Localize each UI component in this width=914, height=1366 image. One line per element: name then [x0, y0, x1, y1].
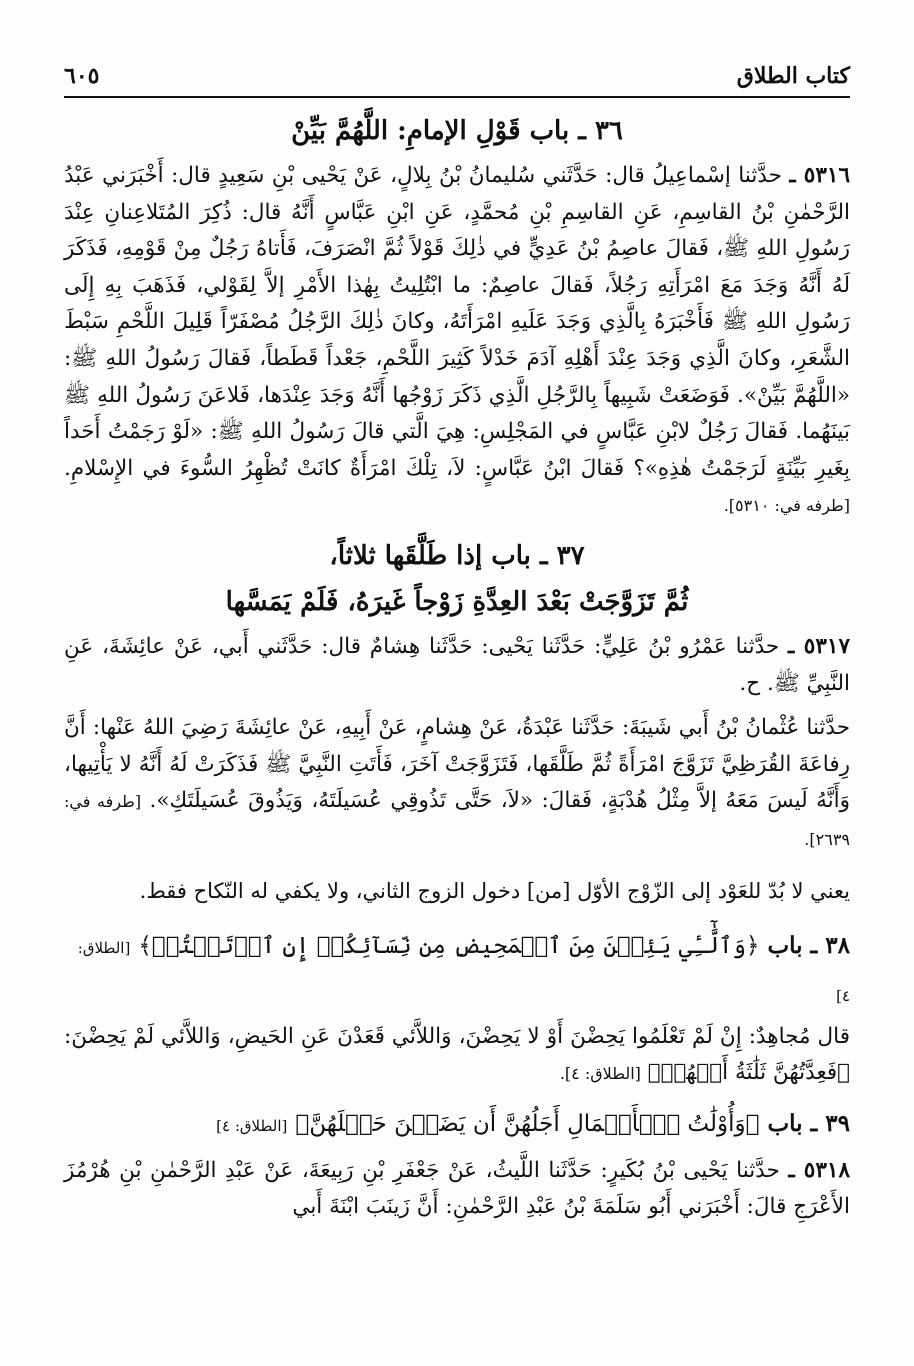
quran-verse-inline: ﴿فَعِدَّتُهُنَّ ثَلَٰثَةُ أَشۡهُرٖ﴾ — [647, 1060, 850, 1086]
chapter-heading-36: ٣٦ ـ باب قَوْلِ الإمامِ: اللَّهُمَّ بَيِّنْ — [291, 116, 623, 146]
verse-source-inline: [الطلاق: ٤]. — [559, 1064, 641, 1084]
chapter-prefix: ٣٩ ـ باب — [767, 1109, 850, 1137]
book-title: كتاب الطلاق — [736, 63, 850, 89]
hadith-5318 — [64, 1153, 850, 1226]
verse-source: [الطلاق: ٤] — [216, 1116, 288, 1135]
page-header — [64, 56, 850, 98]
quran-verse: ﴿وَأُوْلَٰتُ ٱلۡأَحۡمَالِ أَجَلُهُنَّ أَن يَضَعۡنَ حَمۡلَهُنَّ﴾ — [295, 1110, 760, 1137]
hadith-5317-second-isnad — [64, 710, 850, 858]
hadith-number: ٥٣١٨ ـ — [788, 1157, 850, 1183]
hadith-text-isnad-1: حدَّثنا عَمْرُو بْنُ عَلِيٍّ: حَدَّثَنا يَحْيى: حَدَّثَنا هِشامٌ قال: حَدَّثَني أَبي، عَنْ عائِشَةَ، عَنِ النَّبِيِّ ﷺ. ح. — [64, 633, 850, 696]
cross-reference: [طرفه في: ٥٣١٠]. — [723, 496, 850, 516]
hadith-5317 — [64, 629, 850, 702]
quran-verse: ﴿وَٱلَّٰٓـِٔي يَئِسۡنَ مِنَ ٱلۡمَحِيضِ مِن نِّسَآئِكُمۡ إِنِ ٱرۡتَبۡتُمۡ﴾ — [138, 932, 760, 959]
commentary-note: يعني لا بُدّ للعَوْد إلى الزّوْج الأوّل [من] دخول الزوج الثاني، ولا يكفي له النّكاح فقط. — [139, 878, 850, 903]
commentary-text: قال مُجاهِدٌ: إِنْ لَمْ تَعْلَمُوا يَحِضْنَ أَوْ لا يَحِضْنَ، وَاللاَّئي قَعَدْنَ عَنِ الحَيضِ، وَاللاَّئي لَمْ يَحِضْنَ: — [64, 1023, 850, 1049]
chapter-heading-37-line1: ٣٧ ـ باب إذا طَلَّقَها ثلاثاً، — [329, 540, 585, 571]
hadith-number: ٥٣١٧ ـ — [788, 633, 850, 659]
hadith-text: حدَّثنا إسْماعِيلُ قال: حَدَّثَني سُليمانُ بْنُ بِلالٍ، عَنْ يَحْيى بْنِ سَعِيدٍ قال: أَخْبَرَني عَبْدُ الرَّحْمٰنِ بْنُ القاسِمِ، عَنِ القاسِمِ بْنِ مُحمَّدٍ، عَنِ ابْنِ عَبَّاسٍ أَنَّهُ قال: ذُكِرَ المُتَلاعِنانِ عِنْدَ رَسُولِ اللهِ ﷺ، فَقالَ عاصِمُ بْنُ عَدِيٍّ في ذٰلِكَ قَوْلاً ثُمَّ انْصَرَفَ، فَأَتاهُ رَجُلٌ مِنْ قَوْمِهِ، فَذَكَرَ لَهُ أَنَّهُ وَجَدَ مَعَ امْرَأَتِهِ رَجُلاً، فَقالَ عاصِمٌ: ما ابْتُلِيتُ بِهٰذا الأَمْرِ إلاَّ لِقَوْلي، فَذَهَبَ بِهِ إِلَى رَسُولِ اللهِ ﷺ فَأَخْبَرَهُ بِالَّذِي وَجَدَ عَلَيهِ امْرَأَتَهُ، وكانَ ذٰلِكَ الرَّجُلُ مُصْفَرّاً قَلِيلَ اللَّحْمِ سَبْطَ الشَّعَرِ، وكانَ الَّذِي وَجَدَ عِنْدَ أَهْلِهِ آدَمَ خَدْلاً كَثِيرَ اللَّحْمِ، جَعْداً قَطَطاً، فَقالَ رَسُولُ اللهِ ﷺ: «اللَّهُمَّ بَيِّنْ». فَوَضَعَتْ شَبِيهاً بِالرَّجُلِ الَّذِي ذَكَرَ زَوْجُها أَنَّهُ وَجَدَ عِنْدَها، فَلاعَنَ رَسُولُ اللهِ ﷺ بَينَهُما. فَقالَ رَجُلٌ لابْنِ عَبَّاسٍ في المَجْلِسِ: هِيَ الَّتي قالَ رَسُولُ اللهِ ﷺ: «لَوْ رَجَمْتُ أَحَداً بِغَيرِ بَيِّنَةٍ لَرَجَمْتُ هٰذِهِ»؟ فَقالَ ابْنُ عَبَّاسٍ: لاَ، تِلْكَ امْرَأَةٌ كانَتْ تُظْهِرُ السُّوءَ في الإِسْلامِ. — [64, 163, 850, 481]
page-number: ٦٠٥ — [64, 63, 100, 89]
chapter-heading-38 — [64, 923, 850, 1019]
chapter-heading-37-line2: ثُمَّ تَزَوَّجَتْ بَعْدَ العِدَّةِ زَوْجاً غَيرَهُ، فَلَمْ يَمَسَّها — [225, 586, 689, 617]
hadith-number: ٥٣١٦ ـ — [789, 163, 850, 188]
chapter-heading-39 — [64, 1101, 850, 1149]
hadith-text: حدَّثنا يَحْيى بْنُ بُكَيرٍ: حَدَّثَنا اللَّيثُ، عَنْ جَعْفَرِ بْنِ رَبِيعَةَ، عَنْ عَبْدِ الرَّحْمٰنِ بْنِ هُرْمُزَ الأَعْرَجِ قالَ: أَخْبَرَني أَبُو سَلَمَةَ بْنُ عَبْدِ الرَّحْمٰنِ: أَنَّ زَينَبَ ابْنَةَ أَبي — [64, 1157, 850, 1220]
hadith-text-isnad-2: حدَّثنا عُثْمانُ بْنُ أَبي شَيبَةَ: حَدَّثَنا عَبْدَةُ، عَنْ هِشامٍ، عَنْ أَبِيهِ، عَنْ عائِشَةَ رَضِيَ اللهُ عَنْها: أَنَّ رِفاعَةَ القُرَظِيَّ تَزَوَّجَ امْرَأَةً ثُمَّ طَلَّقَها، فَتَزَوَّجَتْ آخَرَ، فَأَتَتِ النَّبِيَّ ﷺ فَذَكَرَتْ لَهُ أَنَّهُ لا يَأْتِيها، وَأَنَّهُ لَيسَ مَعَهُ إلاَّ مِثْلُ هُدْبَةٍ، فَقالَ: «لاَ، حَتَّى تَذُوقِي عُسَيلَتَهُ، وَيَذُوقَ عُسَيلَتَكِ». — [64, 715, 850, 814]
chapter-prefix: ٣٨ ـ باب — [767, 931, 850, 959]
hadith-5316 — [64, 158, 850, 525]
mujahid-commentary — [64, 1019, 850, 1093]
cross-reference: [طرفه في: ٢٦٣٩]. — [64, 792, 850, 849]
page-content — [64, 108, 850, 1226]
verse-source: [الطلاق: ٤] — [77, 938, 850, 1005]
